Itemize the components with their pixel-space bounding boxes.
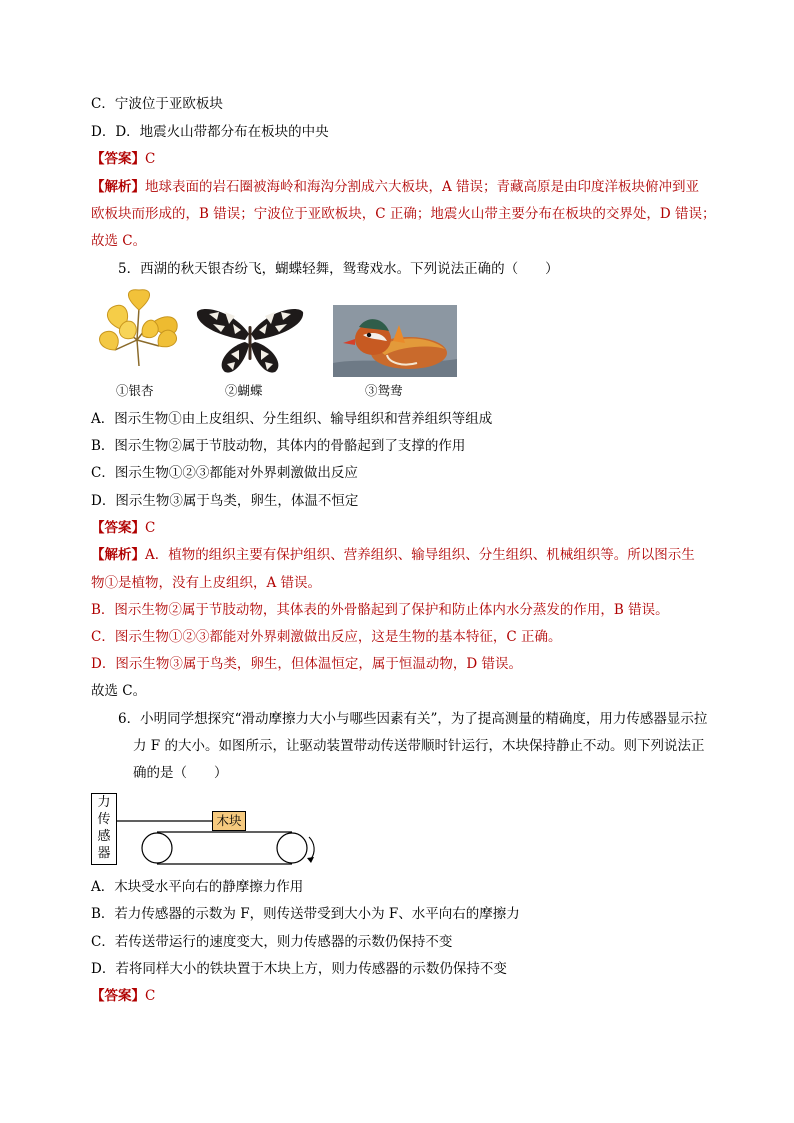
q4-analysis-line-2: 欧板块而形成的，B 错误；宁波位于亚欧板块，C 正确；地震火山带主要分布在板块的交界处，D 错误； <box>91 206 716 222</box>
wooden-block: 木块 <box>212 811 246 831</box>
answer-value: C <box>145 520 156 536</box>
q6-option-d: D．若将同样大小的铁块置于木块上方，则力传感器的示数仍保持不变 <box>91 961 507 977</box>
sensor-char: 感 <box>97 829 111 844</box>
caption-duck: ③鸳鸯 <box>365 383 403 398</box>
caption-butterfly: ②蝴蝶 <box>225 383 263 398</box>
q4-analysis-line-3: 故选 C。 <box>91 233 147 249</box>
analysis-text: A．植物的组织主要有保护组织、营养组织、输导组织、分生组织、机械组织等。所以图示生 <box>145 547 695 563</box>
mandarin-duck-image <box>333 305 457 377</box>
q5-option-c: C．图示生物①②③都能对外界刺激做出反应 <box>91 465 358 481</box>
answer-value: C <box>145 988 156 1004</box>
q5-analysis-line-3: B．图示生物②属于节肢动物，其体表的外骨骼起到了保护和防止体内水分蒸发的作用，B 错误。 <box>91 602 669 618</box>
sensor-char: 器 <box>97 846 111 861</box>
butterfly-image <box>195 304 305 376</box>
sensor-char: 力 <box>97 795 111 810</box>
q6-option-a: A．木块受水平向右的静摩擦力作用 <box>91 879 304 895</box>
q5-analysis-line-5: D．图示生物③属于鸟类，卵生，但体温恒定，属于恒温动物，D 错误。 <box>91 656 522 672</box>
analysis-tag: 【解析】 <box>91 179 145 195</box>
q4-option-d: D．D．地震火山带都分布在板块的中央 <box>91 124 329 140</box>
q5-analysis-line-1 <box>91 545 731 565</box>
q5-answer <box>91 518 731 538</box>
q5-option-d: D．图示生物③属于鸟类，卵生，体温不恒定 <box>91 493 359 509</box>
analysis-tag: 【解析】 <box>91 547 145 563</box>
left-pulley <box>142 833 172 863</box>
q5-stem: 5．西湖的秋天银杏纷飞，蝴蝶轻舞，鸳鸯戏水。下列说法正确的（ ） <box>118 261 559 277</box>
caption-ginkgo: ①银杏 <box>116 383 154 398</box>
answer-value: C <box>145 151 156 167</box>
ginkgo-image <box>93 288 183 372</box>
sensor-char: 传 <box>97 812 111 827</box>
q6-stem-line-2: 力 F 的大小。如图所示，让驱动装置带动传送带顺时针运行，木块保持静止不动。则下列说法正 <box>133 738 705 754</box>
force-sensor-box <box>91 793 117 865</box>
arrow-head-icon <box>307 857 314 863</box>
answer-tag: 【答案】 <box>91 520 145 536</box>
q5-option-a: A．图示生物①由上皮组织、分生组织、输导组织和营养组织等组成 <box>91 411 493 427</box>
q5-option-b: B．图示生物②属于节肢动物，其体内的骨骼起到了支撑的作用 <box>91 438 466 454</box>
clockwise-arrow <box>309 837 314 859</box>
q6-answer <box>91 986 731 1006</box>
q6-option-b: B．若力传感器的示数为 F，则传送带受到大小为 F、水平向右的摩擦力 <box>91 906 520 922</box>
q5-analysis-line-2: 物①是植物，没有上皮组织，A 错误。 <box>91 575 322 591</box>
q6-option-c: C．若传送带运行的速度变大，则力传感器的示数仍保持不变 <box>91 934 453 950</box>
q6-stem-line-3: 确的是（ ） <box>133 765 228 781</box>
q5-analysis-line-4: C．图示生物①②③都能对外界刺激做出反应，这是生物的基本特征，C 正确。 <box>91 629 562 645</box>
answer-tag: 【答案】 <box>91 988 145 1004</box>
analysis-text: 地球表面的岩石圈被海岭和海沟分割成六大板块，A 错误；青藏高原是由印度洋板块俯冲到亚 <box>145 179 700 195</box>
q5-conclusion: 故选 C。 <box>91 683 147 699</box>
answer-tag: 【答案】 <box>91 151 145 167</box>
q6-stem-line-1: 6．小明同学想探究“滑动摩擦力大小与哪些因素有关”，为了提高测量的精确度，用力传感器显示拉 <box>118 711 708 727</box>
q4-analysis-line-1 <box>91 177 731 197</box>
q4-answer <box>91 149 731 169</box>
q4-option-c: C．宁波位于亚欧板块 <box>91 96 223 112</box>
right-pulley <box>277 833 307 863</box>
